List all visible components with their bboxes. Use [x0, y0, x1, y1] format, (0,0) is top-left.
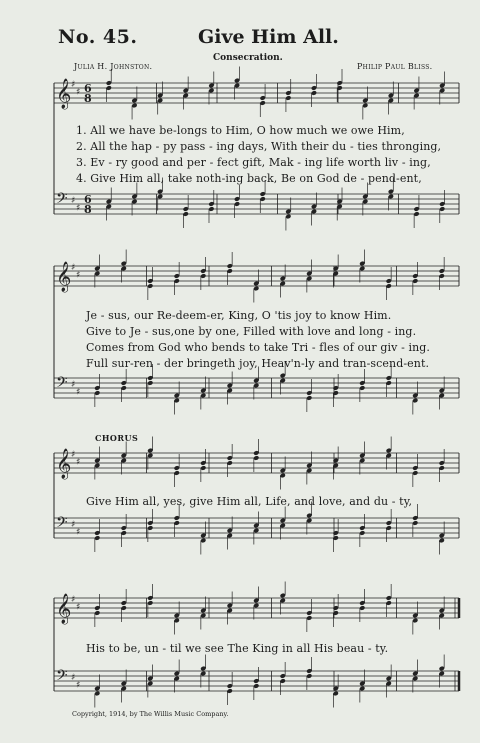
sharp-icon: ♯	[76, 87, 81, 98]
sharp-icon: ♯	[76, 203, 81, 214]
bass-clef-icon: 𝄢	[56, 514, 68, 535]
sharp-icon: ♯	[71, 80, 76, 90]
time-signature: 8	[84, 203, 92, 216]
composer-credit: Philip Paul Bliss.	[357, 62, 433, 71]
bass-clef-icon: 𝄢	[56, 374, 68, 395]
sharp-icon: ♯	[76, 457, 81, 468]
verse-3-line-a: 3. Ev - ry good and per - fect gift, Mak - ing life worth liv - ing,	[76, 156, 431, 169]
sharp-icon: ♯	[76, 270, 81, 281]
sharp-icon: ♯	[71, 673, 76, 683]
verse-1-line-a: 1. All we have be-longs to Him, O how much we owe Him,	[76, 124, 405, 137]
verse-2-line-a: 2. All the hap - py pass - ing days, With their du - ties thronging,	[76, 140, 442, 153]
treble-clef-icon: 𝄞	[56, 594, 72, 624]
sharp-icon: ♯	[71, 450, 76, 460]
chorus-line-b: His to be, un - til we see The King in all His beau - ty.	[86, 642, 389, 655]
hymn-number: No. 45.	[58, 26, 138, 48]
tempo-marking: Consecration.	[213, 53, 283, 63]
sharp-icon: ♯	[71, 380, 76, 390]
bass-clef-icon: 𝄢	[56, 667, 68, 688]
verse-2-line-b: Give to Je - sus,one by one, Filled with love and long - ing.	[86, 325, 417, 338]
sharp-icon: ♯	[71, 196, 76, 206]
copyright-notice: Copyright, 1914, by The Willis Music Company.	[72, 710, 229, 718]
verse-1-line-b: Je - sus, our Re-deem-er, King, O 'tis joy to know Him.	[86, 309, 392, 322]
sharp-icon: ♯	[76, 680, 81, 691]
verse-4-line-a: 4. Give Him all, take noth-ing back, Be on God de - pend-ent,	[76, 172, 422, 185]
lyricist-credit: Julia H. Johnston.	[74, 62, 153, 71]
chorus-line-a: Give Him all, yes, give Him all, Life, and love, and du - ty,	[86, 495, 413, 508]
treble-clef-icon: 𝄞	[56, 262, 72, 292]
hymn-title: Give Him All.	[198, 26, 339, 48]
sharp-icon: ♯	[76, 527, 81, 538]
verse-4-line-b: Full sur-ren - der bringeth joy, Heav'n-ly and tran-scend-ent.	[86, 357, 430, 370]
chorus-label: CHORUS	[95, 433, 139, 443]
time-signature: 8	[84, 92, 92, 105]
verse-3-line-b: Comes from God who bends to take Tri - fles of our giv - ing.	[86, 341, 431, 354]
time-signature: 6	[84, 193, 92, 206]
sharp-icon: ♯	[71, 595, 76, 605]
time-signature: 6	[84, 82, 92, 95]
bass-clef-icon: 𝄢	[56, 190, 68, 211]
sharp-icon: ♯	[71, 520, 76, 530]
sharp-icon: ♯	[76, 602, 81, 613]
treble-clef-icon: 𝄞	[56, 79, 72, 109]
sharp-icon: ♯	[76, 387, 81, 398]
sharp-icon: ♯	[71, 263, 76, 273]
treble-clef-icon: 𝄞	[56, 449, 72, 479]
